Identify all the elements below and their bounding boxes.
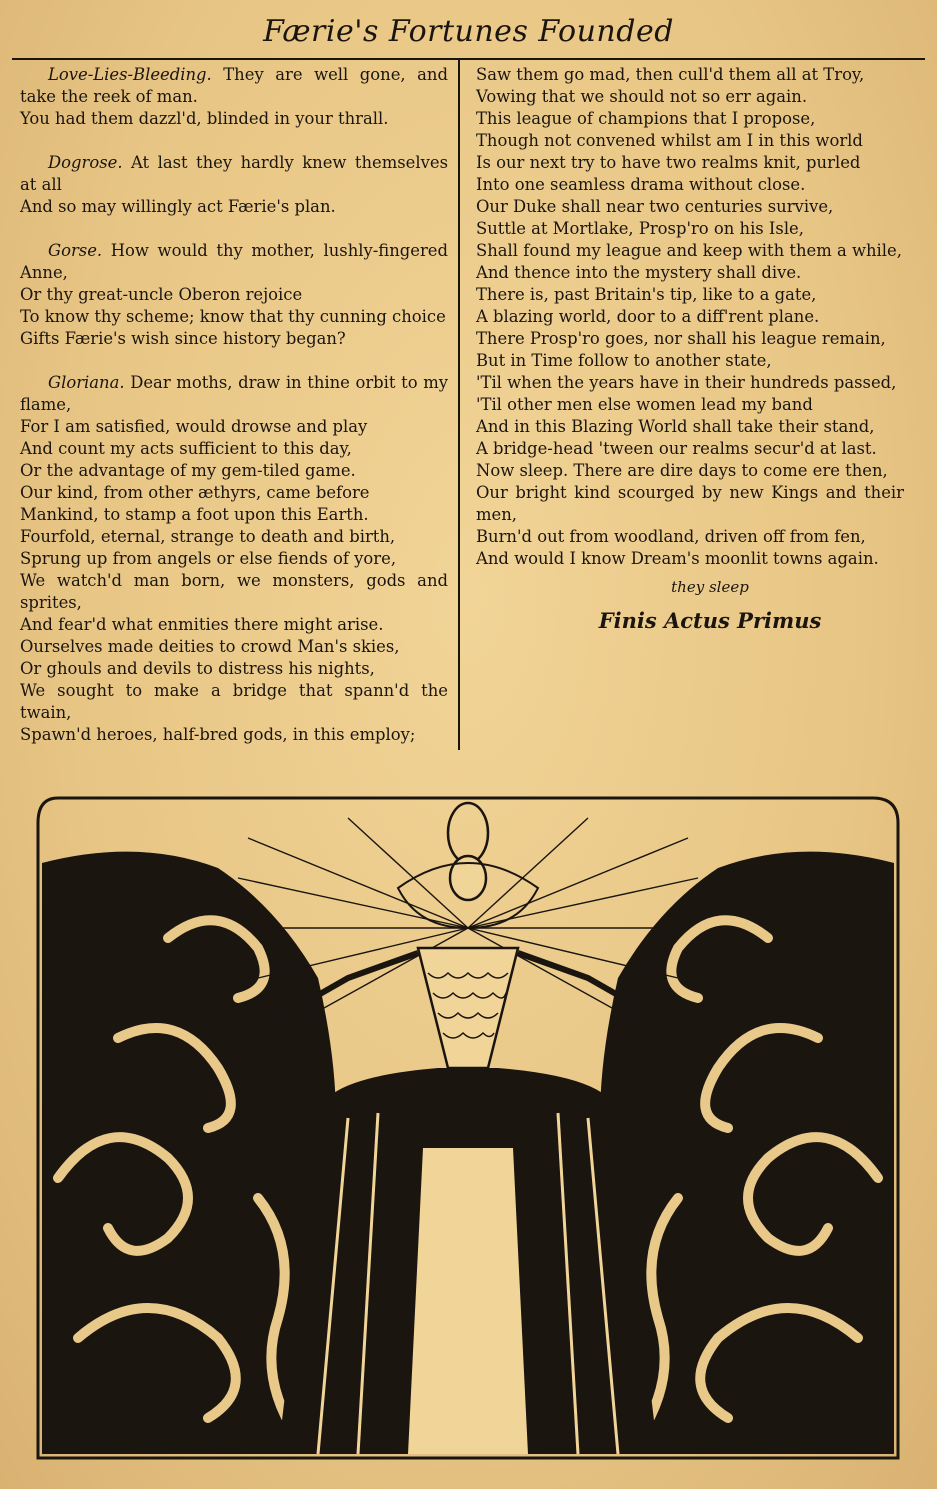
speech-first-line <box>20 64 448 108</box>
verse-line: Into one seamless drama without close. <box>476 175 806 194</box>
speech-first-line <box>20 372 448 416</box>
verse-line: And so may willingly act Færie's plan. <box>20 197 336 216</box>
speaker-name: Gloriana. <box>48 373 125 392</box>
verse-line: Burn'd out from woodland, driven off from fen, <box>476 527 866 546</box>
verse-line: We sought to make a bridge that spann'd the twain, <box>20 681 448 722</box>
verse-line: And fear'd what enmities there might arise. <box>20 615 384 634</box>
verse-line: Our kind, from other æthyrs, came before <box>20 483 370 502</box>
verse-line: We watch'd man born, we monsters, gods and sprites, <box>20 571 448 612</box>
speaker-name: Gorse. <box>48 241 103 260</box>
page-title: Færie's Fortunes Founded <box>263 14 674 49</box>
verse-line: And in this Blazing World shall take their stand, <box>476 417 875 436</box>
speaker-name: Love-Lies-Bleeding. <box>48 65 212 84</box>
verse-line: And thence into the mystery shall dive. <box>476 263 802 282</box>
verse-line: But in Time follow to another state, <box>476 351 772 370</box>
verse-line: Shall found my league and keep with them a while, <box>476 241 902 260</box>
speech-gloriana <box>20 372 448 746</box>
verse-text: Dear moths, draw in thine orbit to my flame, <box>20 373 448 414</box>
verse-line: Though not convened whilst am I in this world <box>476 131 863 150</box>
left-column <box>20 64 448 768</box>
verse-line: Saw them go mad, then cull'd them all at Troy, <box>476 65 865 84</box>
speech-gorse <box>20 240 448 350</box>
verse-line: Our bright kind scourged by new Kings and their men, <box>476 483 904 524</box>
verse-line: For I am satisfied, would drowse and play <box>20 417 368 436</box>
verse-line: Now sleep. There are dire days to come ere then, <box>476 461 888 480</box>
verse-line: There Prosp'ro goes, nor shall his league remain, <box>476 329 886 348</box>
speech-first-line <box>20 152 448 196</box>
right-column <box>476 64 904 632</box>
speaker-name: Dogrose. <box>48 153 123 172</box>
stage-direction: they sleep <box>671 578 749 596</box>
verse-line: Suttle at Mortlake, Prosp'ro on his Isle, <box>476 219 804 238</box>
verse-text: How would thy mother, lushly-fingered Anne, <box>20 241 448 282</box>
verse-line: Vowing that we should not so err again. <box>476 87 808 106</box>
verse-line: This league of champions that I propose, <box>476 109 816 128</box>
verse-line: Fourfold, eternal, strange to death and birth, <box>20 527 396 546</box>
title-bar <box>12 8 925 60</box>
verse-text: At last they hardly knew themselves at all <box>20 153 448 194</box>
verse-line: Mankind, to stamp a foot upon this Earth. <box>20 505 369 524</box>
verse-line: To know thy scheme; know that thy cunning choice <box>20 307 446 326</box>
verse-line: Gifts Færie's wish since history began? <box>20 329 346 348</box>
column-divider <box>458 60 460 750</box>
verse-text: They are well gone, and take the reek of man. <box>20 65 448 106</box>
verse-line: Or ghouls and devils to distress his nights, <box>20 659 375 678</box>
verse-line: Our Duke shall near two centuries survive, <box>476 197 834 216</box>
verse-line: A bridge-head 'tween our realms secur'd at last. <box>476 439 877 458</box>
speech-dogrose <box>20 152 448 218</box>
verse-line: Sprung up from angels or else fiends of yore, <box>20 549 397 568</box>
verse-line: Is our next try to have two realms knit, purled <box>476 153 861 172</box>
verse-line: You had them dazzl'd, blinded in your thrall. <box>20 109 389 128</box>
queen-figure <box>278 803 658 1454</box>
finis-heading: Finis Actus Primus <box>598 608 822 633</box>
verse-line: A blazing world, door to a diff'rent plane. <box>476 307 820 326</box>
verse-line: 'Til other men else women lead my band <box>476 395 813 414</box>
verse-line: Ourselves made deities to crowd Man's skies, <box>20 637 400 656</box>
verse-line: Or the advantage of my gem-tiled game. <box>20 461 356 480</box>
speech-first-line <box>20 240 448 284</box>
verse-line: Spawn'd heroes, half-bred gods, in this employ; <box>20 725 416 744</box>
verse-line: 'Til when the years have in their hundreds passed, <box>476 373 897 392</box>
gloriana-illustration-icon <box>18 778 918 1478</box>
verse-line: And count my acts sufficient to this day, <box>20 439 352 458</box>
verse-line: Or thy great-uncle Oberon rejoice <box>20 285 303 304</box>
verse-line: There is, past Britain's tip, like to a gate, <box>476 285 817 304</box>
speech-gloriana-continued <box>476 64 904 570</box>
verse-line: And would I know Dream's moonlit towns again. <box>476 549 879 568</box>
speech-love-lies-bleeding <box>20 64 448 130</box>
